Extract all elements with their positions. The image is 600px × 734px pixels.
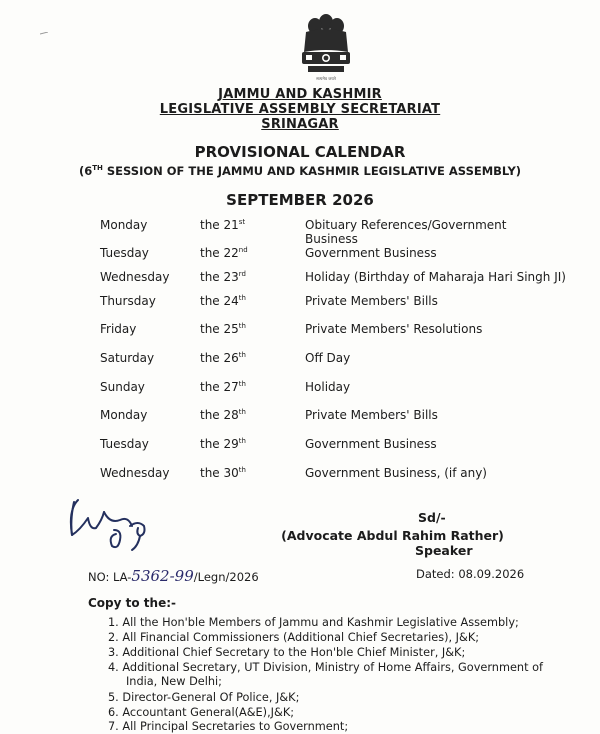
header-city: SRINAGAR bbox=[261, 117, 339, 132]
emblem-motto: सत्यमेव जयते bbox=[316, 76, 336, 81]
issue-date: Dated: 08.09.2026 bbox=[416, 567, 525, 581]
schedule-date: the 21st bbox=[200, 218, 246, 232]
schedule-event: Holiday (Birthday of Maharaja Hari Singh JI) bbox=[305, 270, 566, 284]
schedule-day: Sunday bbox=[100, 380, 145, 394]
schedule-day: Tuesday bbox=[100, 246, 149, 260]
list-item: 2. All Financial Commissioners (Additional Chief Secretaries), J&K; bbox=[108, 631, 480, 644]
copy-to-heading: Copy to the:- bbox=[88, 596, 176, 610]
list-item: 4. Additional Secretary, UT Division, Ministry of Home Affairs, Government of bbox=[108, 661, 543, 674]
handwritten-reference: 5362-99 bbox=[131, 567, 194, 585]
header-secretariat: LEGISLATIVE ASSEMBLY SECRETARIAT bbox=[159, 102, 441, 117]
header-state: JAMMU AND KASHMIR bbox=[218, 87, 382, 102]
schedule-day: Monday bbox=[100, 218, 148, 232]
schedule-date: the 24th bbox=[200, 294, 246, 308]
schedule-date: the 23rd bbox=[200, 270, 246, 284]
schedule-event: Government Business bbox=[305, 246, 437, 260]
list-item: 5. Director-General Of Police, J&K; bbox=[108, 691, 300, 704]
schedule-event: Private Members' Bills bbox=[305, 294, 438, 308]
signature-sd: Sd/- bbox=[418, 510, 446, 525]
reference-number: NO: LA-5362-99/Legn/2026 bbox=[88, 567, 259, 585]
schedule-event: Government Business, (if any) bbox=[305, 466, 487, 480]
document-subtitle: (6TH SESSION OF THE JAMMU AND KASHMIR LEGISLATIVE ASSEMBLY) bbox=[78, 164, 522, 178]
schedule-event: Government Business bbox=[305, 437, 437, 451]
schedule-event: Obituary References/Government Business bbox=[305, 218, 507, 246]
schedule-event: Holiday bbox=[305, 380, 351, 394]
schedule-event: Private Members' Resolutions bbox=[305, 322, 483, 336]
schedule-date: the 26th bbox=[200, 351, 246, 365]
list-item: 7. All Principal Secretaries to Government; bbox=[108, 720, 349, 733]
schedule-date: the 28th bbox=[200, 408, 246, 422]
scan-mark bbox=[40, 32, 48, 35]
schedule-day: Wednesday bbox=[100, 270, 170, 284]
schedule-day: Friday bbox=[100, 322, 137, 336]
document-title: PROVISIONAL CALENDAR bbox=[194, 143, 406, 161]
schedule-event: Off Day bbox=[305, 351, 351, 365]
schedule-day: Saturday bbox=[100, 351, 155, 365]
signatory-name: (Advocate Abdul Rahim Rather) bbox=[281, 528, 504, 543]
schedule-event: Private Members' Bills bbox=[305, 408, 438, 422]
schedule-day: Monday bbox=[100, 408, 148, 422]
schedule-date: the 22nd bbox=[200, 246, 248, 260]
signatory-designation: Speaker bbox=[415, 543, 473, 558]
schedule-day: Thursday bbox=[100, 294, 156, 308]
list-item: India, New Delhi; bbox=[108, 675, 222, 688]
schedule-day: Wednesday bbox=[100, 466, 170, 480]
calendar-month: SEPTEMBER 2026 bbox=[226, 191, 374, 209]
schedule-date: the 30th bbox=[200, 466, 246, 480]
schedule-date: the 25th bbox=[200, 322, 246, 336]
list-item: 3. Additional Chief Secretary to the Hon'ble Chief Minister, J&K; bbox=[108, 646, 466, 659]
list-item: 1. All the Hon'ble Members of Jammu and Kashmir Legislative Assembly; bbox=[108, 616, 519, 629]
schedule-date: the 29th bbox=[200, 437, 246, 451]
schedule-day: Tuesday bbox=[100, 437, 149, 451]
schedule-date: the 27th bbox=[200, 380, 246, 394]
list-item: 6. Accountant General(A&E),J&K; bbox=[108, 706, 295, 719]
